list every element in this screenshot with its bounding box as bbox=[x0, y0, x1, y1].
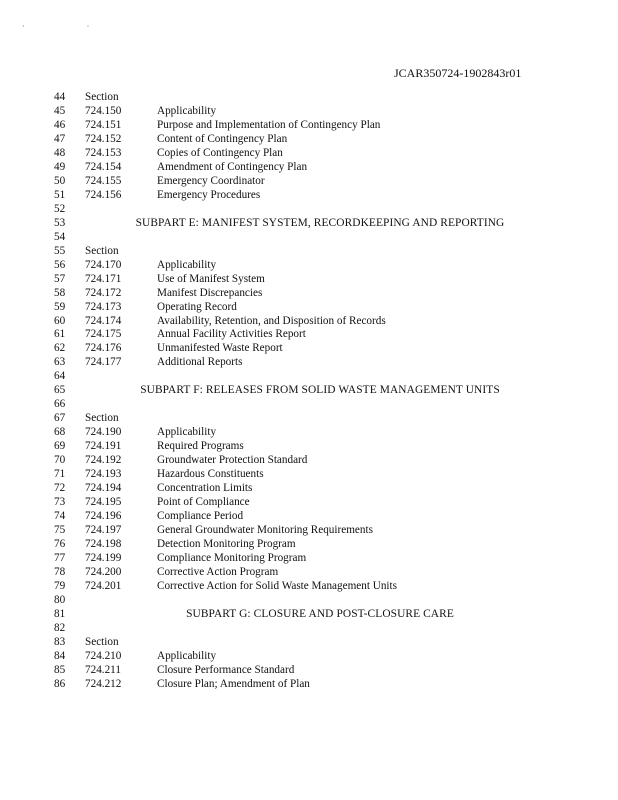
section-number: 724.176 bbox=[85, 342, 122, 355]
section-number: 724.196 bbox=[85, 510, 122, 523]
section-title: Purpose and Implementation of Contingency Plan bbox=[157, 118, 381, 131]
line-number: 59 bbox=[54, 300, 66, 313]
document-line bbox=[0, 580, 618, 594]
section-title: Groundwater Protection Standard bbox=[157, 454, 308, 467]
document-line bbox=[0, 175, 618, 189]
document-line bbox=[0, 287, 618, 301]
subpart-heading: SUBPART F: RELEASES FROM SOLID WASTE MANAGEMENT UNITS bbox=[140, 384, 500, 397]
document-line bbox=[0, 259, 618, 273]
section-number: 724.151 bbox=[85, 118, 122, 131]
document-line bbox=[0, 301, 618, 315]
document-line bbox=[0, 412, 618, 426]
document-line bbox=[0, 636, 618, 650]
section-title: Unmanifested Waste Report bbox=[157, 342, 283, 355]
document-line bbox=[0, 384, 618, 398]
line-number: 64 bbox=[54, 370, 66, 383]
document-line bbox=[0, 426, 618, 440]
section-number: 724.197 bbox=[85, 524, 122, 537]
line-number: 48 bbox=[54, 146, 66, 159]
line-number: 85 bbox=[54, 663, 66, 676]
document-line bbox=[0, 566, 618, 580]
section-number: 724.198 bbox=[85, 538, 122, 550]
section-title: Operating Record bbox=[157, 300, 237, 313]
section-title: Emergency Coordinator bbox=[157, 174, 265, 187]
line-number: 45 bbox=[54, 104, 66, 117]
section-title: Applicability bbox=[157, 649, 217, 662]
line-number: 84 bbox=[54, 649, 66, 662]
line-number: 49 bbox=[54, 160, 66, 173]
line-number: 72 bbox=[54, 482, 66, 495]
document-line bbox=[0, 440, 618, 454]
section-title: Applicability bbox=[157, 104, 217, 117]
document-line bbox=[0, 678, 618, 692]
section-number: 724.177 bbox=[85, 356, 122, 369]
document-line bbox=[0, 524, 618, 538]
section-title: Corrective Action for Solid Waste Management Units bbox=[157, 579, 397, 592]
line-number: 55 bbox=[54, 244, 66, 257]
section-label: Section bbox=[85, 635, 119, 648]
subpart-heading: SUBPART E: MANIFEST SYSTEM, RECORDKEEPING AND REPORTING bbox=[135, 216, 505, 229]
section-title: Point of Compliance bbox=[157, 496, 250, 509]
section-number: 724.173 bbox=[85, 300, 122, 313]
line-number: 56 bbox=[54, 258, 66, 271]
document-line bbox=[0, 552, 618, 566]
document-line bbox=[0, 273, 618, 287]
line-number: 50 bbox=[54, 174, 66, 187]
section-title: Required Programs bbox=[157, 440, 244, 453]
section-title: Detection Monitoring Program bbox=[157, 538, 296, 550]
document-line bbox=[0, 245, 618, 259]
document-line bbox=[0, 454, 618, 468]
document-line bbox=[0, 664, 618, 678]
document-line bbox=[0, 342, 618, 356]
section-number: 724.195 bbox=[85, 496, 122, 509]
subpart-heading: SUBPART G: CLOSURE AND POST-CLOSURE CARE bbox=[186, 607, 454, 620]
section-label: Section bbox=[85, 244, 119, 257]
section-title: Compliance Period bbox=[157, 510, 244, 523]
document-line bbox=[0, 496, 618, 510]
line-number: 71 bbox=[54, 468, 66, 481]
document-lines bbox=[0, 91, 618, 692]
document-line bbox=[0, 594, 618, 608]
section-number: 724.155 bbox=[85, 174, 122, 187]
line-number: 66 bbox=[54, 398, 66, 411]
section-title: Applicability bbox=[157, 258, 217, 271]
section-number: 724.210 bbox=[85, 649, 122, 662]
line-number: 70 bbox=[54, 454, 66, 467]
document-line bbox=[0, 203, 618, 217]
section-title: Applicability bbox=[157, 426, 217, 439]
line-number: 76 bbox=[54, 538, 66, 550]
line-number: 53 bbox=[54, 216, 66, 229]
section-number: 724.172 bbox=[85, 286, 122, 299]
document-line bbox=[0, 315, 618, 329]
section-number: 724.154 bbox=[85, 160, 122, 173]
line-number: 52 bbox=[54, 202, 66, 215]
document-line bbox=[0, 608, 618, 622]
line-number: 68 bbox=[54, 426, 66, 439]
line-number: 47 bbox=[54, 132, 66, 145]
section-number: 724.156 bbox=[85, 188, 122, 201]
line-number: 73 bbox=[54, 496, 66, 509]
section-title: Content of Contingency Plan bbox=[157, 132, 288, 145]
section-number: 724.201 bbox=[85, 579, 122, 592]
line-number: 65 bbox=[54, 384, 66, 397]
line-number: 83 bbox=[54, 635, 66, 648]
section-number: 724.211 bbox=[85, 663, 121, 676]
line-number: 74 bbox=[54, 510, 66, 523]
line-number: 63 bbox=[54, 356, 66, 369]
section-label: Section bbox=[85, 91, 119, 103]
document-line bbox=[0, 189, 618, 203]
document-line bbox=[0, 370, 618, 384]
document-line bbox=[0, 398, 618, 412]
section-number: 724.194 bbox=[85, 482, 122, 495]
section-title: Annual Facility Activities Report bbox=[157, 328, 306, 341]
section-title: Concentration Limits bbox=[157, 482, 253, 495]
section-number: 724.193 bbox=[85, 468, 122, 481]
section-title: Manifest Discrepancies bbox=[157, 286, 263, 299]
section-title: Availability, Retention, and Disposition of Records bbox=[157, 314, 386, 327]
line-number: 77 bbox=[54, 551, 66, 564]
section-number: 724.191 bbox=[85, 440, 122, 453]
line-number: 67 bbox=[54, 412, 66, 425]
section-title: Additional Reports bbox=[157, 356, 243, 369]
section-title: Hazardous Constituents bbox=[157, 468, 264, 481]
line-number: 58 bbox=[54, 286, 66, 299]
line-number: 46 bbox=[54, 118, 66, 131]
document-line bbox=[0, 482, 618, 496]
document-id: JCAR350724-1902843r01 bbox=[394, 66, 522, 80]
section-title: Closure Performance Standard bbox=[157, 663, 295, 676]
line-number: 62 bbox=[54, 342, 66, 355]
section-number: 724.152 bbox=[85, 132, 122, 145]
section-number: 724.199 bbox=[85, 551, 122, 564]
section-title: Copies of Contingency Plan bbox=[157, 146, 283, 159]
document-line bbox=[0, 217, 618, 231]
line-number: 61 bbox=[54, 328, 66, 341]
section-number: 724.174 bbox=[85, 314, 122, 327]
section-number: 724.190 bbox=[85, 426, 122, 439]
scan-specks: · · bbox=[22, 22, 120, 31]
section-number: 724.153 bbox=[85, 146, 122, 159]
line-number: 69 bbox=[54, 440, 66, 453]
line-number: 44 bbox=[54, 91, 66, 103]
document-line bbox=[0, 510, 618, 524]
document-line bbox=[0, 91, 618, 105]
line-number: 79 bbox=[54, 579, 66, 592]
line-number: 54 bbox=[54, 230, 66, 243]
section-title: Amendment of Contingency Plan bbox=[157, 160, 308, 173]
section-title: General Groundwater Monitoring Requirements bbox=[157, 524, 373, 537]
document-line bbox=[0, 161, 618, 175]
document-line bbox=[0, 328, 618, 342]
line-number: 51 bbox=[54, 188, 66, 201]
document-line bbox=[0, 147, 618, 161]
document-line bbox=[0, 133, 618, 147]
line-number: 75 bbox=[54, 524, 66, 537]
document-line bbox=[0, 105, 618, 119]
line-number: 81 bbox=[54, 607, 66, 620]
section-title: Emergency Procedures bbox=[157, 188, 261, 201]
line-number: 78 bbox=[54, 565, 66, 578]
section-title: Corrective Action Program bbox=[157, 565, 279, 578]
line-number: 57 bbox=[54, 272, 66, 285]
document-line bbox=[0, 538, 618, 552]
section-title: Compliance Monitoring Program bbox=[157, 551, 307, 564]
section-number: 724.150 bbox=[85, 104, 122, 117]
line-number: 82 bbox=[54, 621, 66, 634]
document-line bbox=[0, 622, 618, 636]
section-label: Section bbox=[85, 412, 119, 425]
document-line bbox=[0, 468, 618, 482]
document-line bbox=[0, 119, 618, 133]
document-line bbox=[0, 356, 618, 370]
section-title: Closure Plan; Amendment of Plan bbox=[157, 677, 310, 690]
line-number: 86 bbox=[54, 677, 66, 690]
section-number: 724.192 bbox=[85, 454, 122, 467]
section-number: 724.175 bbox=[85, 328, 122, 341]
section-number: 724.212 bbox=[85, 677, 122, 690]
document-line bbox=[0, 231, 618, 245]
section-number: 724.200 bbox=[85, 565, 122, 578]
line-number: 80 bbox=[54, 593, 66, 606]
document-line bbox=[0, 650, 618, 664]
line-number: 60 bbox=[54, 314, 66, 327]
section-number: 724.170 bbox=[85, 258, 122, 271]
section-title: Use of Manifest System bbox=[157, 272, 265, 285]
section-number: 724.171 bbox=[85, 272, 122, 285]
